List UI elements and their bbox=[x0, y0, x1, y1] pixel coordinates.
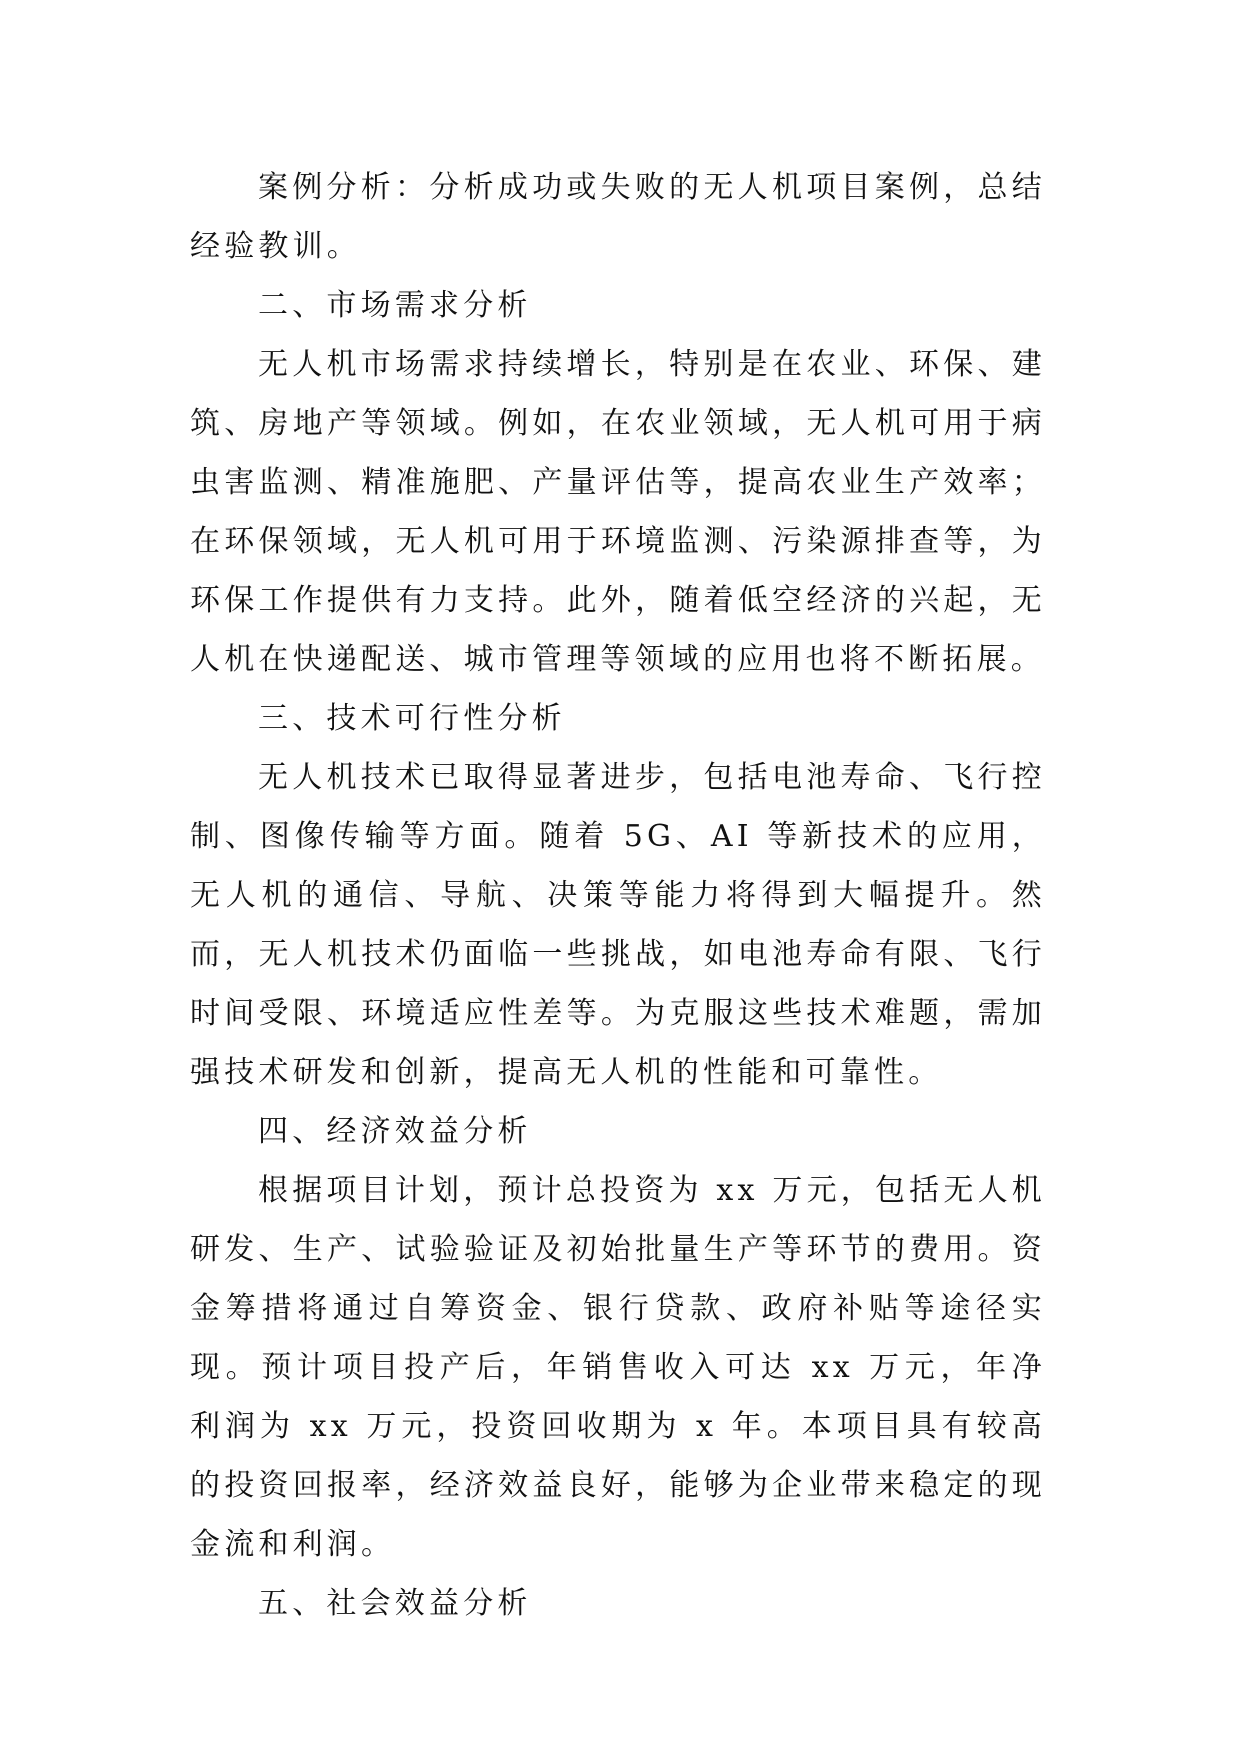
section-heading-economic-benefit: 四、经济效益分析 bbox=[258, 1114, 532, 1149]
case-analysis-paragraph: 案例分析：分析成功或失败的无人机项目案例，总结经验教训。 bbox=[190, 170, 1046, 264]
technical-feasibility-paragraph: 无人机技术已取得显著进步，包括电池寿命、飞行控制、图像传输等方面。随着 5G、AI 等新技术的应用，无人机的通信、导航、决策等能力将得到大幅提升。然而，无人机技术仍面临一些挑战，如电池寿命有限、飞行时间受限、环境适应性差等。为克服这些技术难题，需加强技术研发和创新，提高无人机的性能和可靠性。 bbox=[190, 760, 1046, 1090]
document-body bbox=[190, 158, 1046, 1633]
section-heading-social-benefit: 五、社会效益分析 bbox=[258, 1586, 532, 1621]
market-demand-paragraph: 无人机市场需求持续增长，特别是在农业、环保、建筑、房地产等领域。例如，在农业领域，无人机可用于病虫害监测、精准施肥、产量评估等，提高农业生产效率；在环保领域，无人机可用于环境监测、污染源排查等，为环保工作提供有力支持。此外，随着低空经济的兴起，无人机在快递配送、城市管理等领域的应用也将不断拓展。 bbox=[190, 347, 1046, 677]
section-heading-market-demand: 二、市场需求分析 bbox=[258, 288, 532, 323]
economic-benefit-paragraph: 根据项目计划，预计总投资为 xx 万元，包括无人机研发、生产、试验验证及初始批量生产等环节的费用。资金筹措将通过自筹资金、银行贷款、政府补贴等途径实现。预计项目投产后，年销售收入可达 xx 万元，年净利润为 xx 万元，投资回收期为 x 年。本项目具有较高的投资回报率，经济效益良好，能够为企业带来稳定的现金流和利润。 bbox=[190, 1173, 1046, 1562]
section-heading-technical-feasibility: 三、技术可行性分析 bbox=[258, 701, 566, 736]
